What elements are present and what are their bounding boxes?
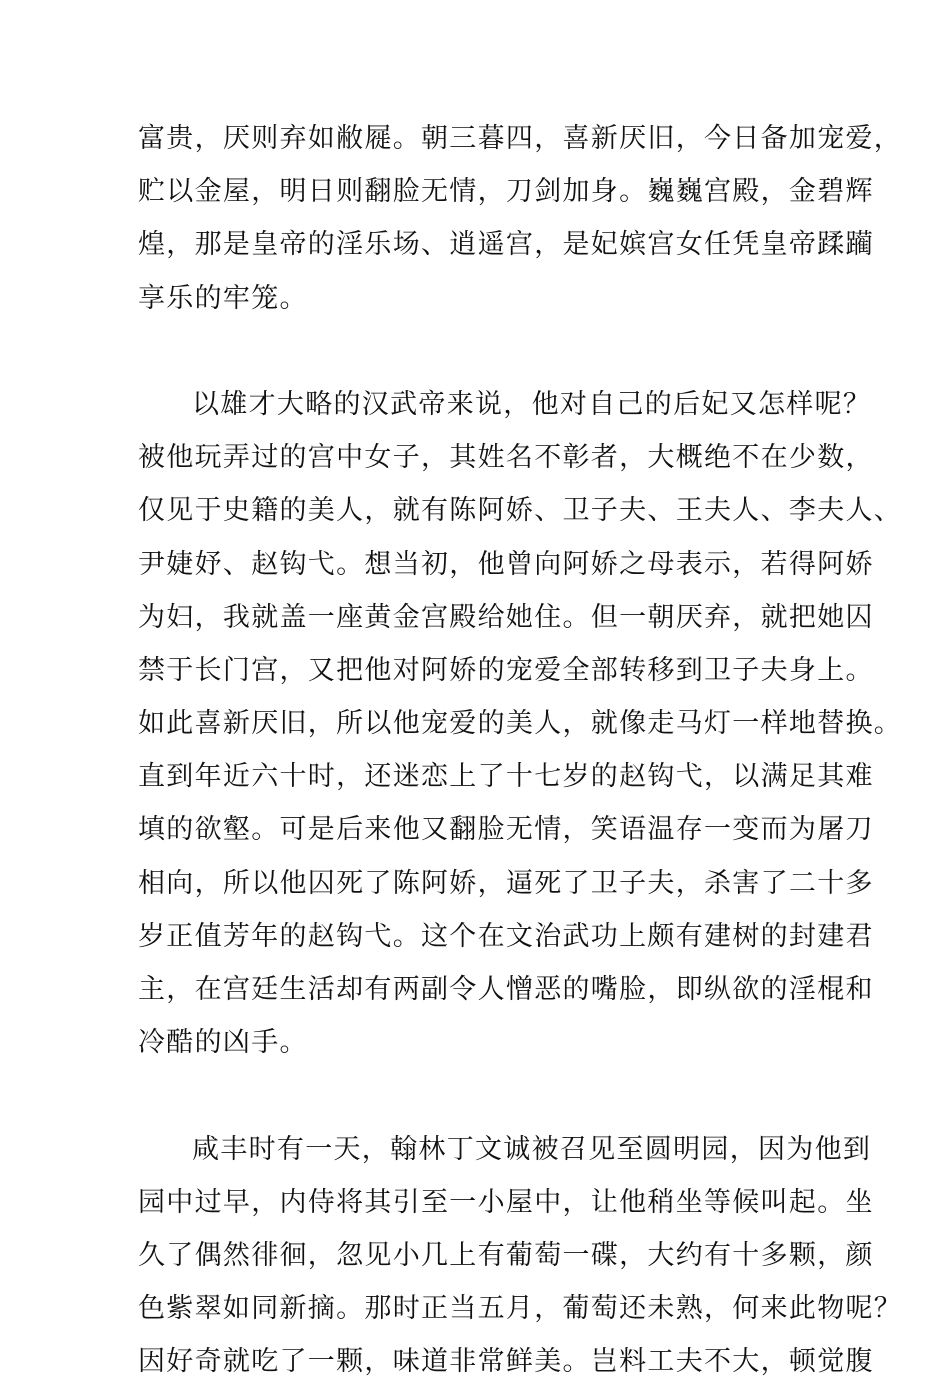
- text-line: 贮以金屋，明日则翻脸无情，刀剑加身。巍巍宫殿，金碧辉: [138, 176, 874, 208]
- text-line: 冷酷的凶手。: [138, 1027, 308, 1059]
- paragraph-spacer: [138, 1069, 828, 1122]
- text-line: 咸丰时有一天，翰林丁文诚被召见至圆明园，因为他到: [192, 1133, 872, 1165]
- text-line: 以雄才大略的汉武帝来说，他对自己的后妃又怎样呢？: [192, 388, 872, 420]
- text-line: 岁正值芳年的赵钩弋。这个在文治武功上颇有建树的封建君: [138, 920, 874, 952]
- text-line: 色紫翠如同新摘。那时正当五月，葡萄还未熟，何来此物呢？: [138, 1293, 903, 1325]
- text-line: 被他玩弄过的宫中女子，其姓名不彰者，大概绝不在少数，: [138, 442, 874, 474]
- text-line: 填的欲壑。可是后来他又翻脸无情，笑语温存一变而为屠刀: [138, 814, 874, 846]
- text-line: 久了偶然徘徊，忽见小几上有葡萄一碟，大约有十多颗，颜: [138, 1239, 874, 1271]
- paragraph: [138, 378, 903, 1069]
- body-text: [138, 112, 903, 1389]
- text-line: 园中过早，内侍将其引至一小屋中，让他稍坐等候叫起。坐: [138, 1186, 874, 1218]
- text-line: 禁于长门宫，又把他对阿娇的宠爱全部转移到卫子夫身上。: [138, 654, 874, 686]
- paragraph-spacer: [138, 325, 828, 378]
- text-line: 直到年近六十时，还迷恋上了十七岁的赵钩弋，以满足其难: [138, 761, 874, 793]
- text-line: 相向，所以他囚死了陈阿娇，逼死了卫子夫，杀害了二十多: [138, 867, 874, 899]
- text-line: 因好奇就吃了一颗，味道非常鲜美。岂料工夫不大，顿觉腹: [138, 1346, 874, 1378]
- text-line: 仅见于史籍的美人，就有陈阿娇、卫子夫、王夫人、李夫人、: [138, 495, 903, 527]
- text-line: 尹婕妤、赵钩弋。想当初，他曾向阿娇之母表示，若得阿娇: [138, 548, 874, 580]
- text-line: 为妇，我就盖一座黄金宫殿给她住。但一朝厌弃，就把她囚: [138, 601, 874, 633]
- text-line: 如此喜新厌旧，所以他宠爱的美人，就像走马灯一样地替换。: [138, 708, 903, 740]
- text-line: 富贵，厌则弃如敝屣。朝三暮四，喜新厌旧，今日备加宠爱，: [138, 123, 903, 154]
- text-line: 主，在宫廷生活却有两副令人憎恶的嘴脸，即纵欲的淫棍和: [138, 974, 874, 1005]
- text-line: 煌，那是皇帝的淫乐场、逍遥宫，是妃嫔宫女任凭皇帝蹂躏: [138, 229, 874, 261]
- text-line: 享乐的牢笼。: [138, 282, 308, 314]
- paragraph: [138, 112, 903, 325]
- paragraph: [138, 1123, 903, 1389]
